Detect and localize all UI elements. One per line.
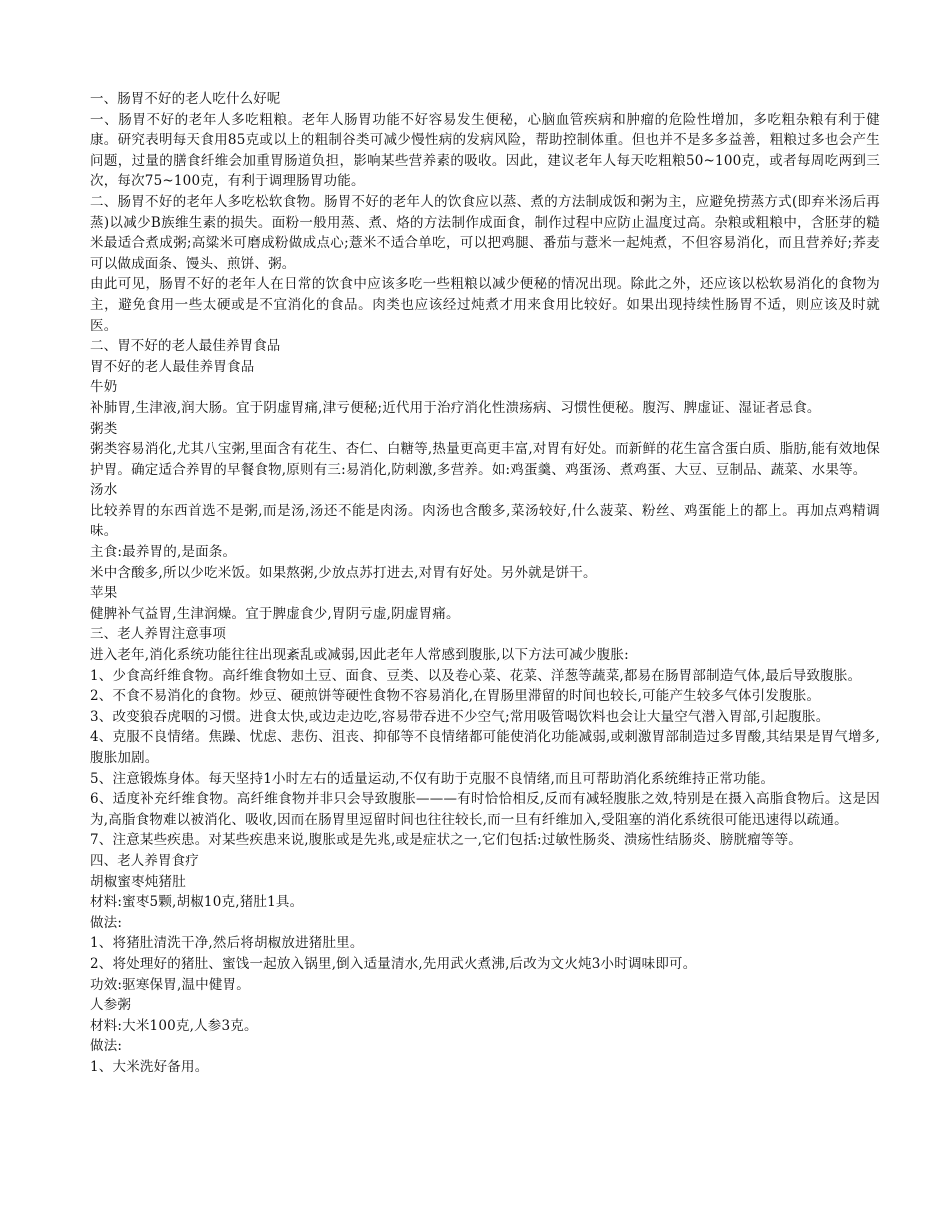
section-heading: 三、老人养胃注意事项 [90,626,226,643]
recipe-step: 2、将处理好的猪肚、蜜饯一起放入锅里,倒入适量清水,先用武火煮沸,后改为文火炖3小时调味即可。 [90,955,697,972]
recipe-ingredients: 材料:大米100克,人参3克。 [90,1017,258,1034]
recipe-method-label: 做法: [90,914,123,931]
recipe-title: 胡椒蜜枣炖猪肚 [90,873,186,890]
list-item: 2、不食不易消化的食物。炒豆、硬煎饼等硬性食物不容易消化,在胃肠里滞留的时间也较长,可能产生较多气体引发腹胀。 [90,688,821,705]
food-name: 汤水 [90,482,118,499]
list-item: 1、少食高纤维食物。高纤维食物如土豆、面食、豆类、以及卷心菜、花菜、洋葱等蔬菜,都易在肠胃部制造气体,最后导致腹胀。 [90,667,862,684]
paragraph: 二、肠胃不好的老年人多吃松软食物。肠胃不好的老年人的饮食应以蒸、煮的方法制成饭和粥为主，应避免捞蒸方式(即弃米汤后再蒸)以减少B族维生素的损失。面粉一般用蒸、煮、烙的方法制作成面食，制作过程中应防止温度过高。杂粮或粗粮中，含胚芽的糙米最适合煮成粥;高粱米可磨成粉做成点心;薏米不适合单吃，可以把鸡腿、番茄与薏米一起炖煮，不但容易消化，而且营养好;荞麦可以做成面条、馒头、煎饼、粥。 [90,193,880,272]
paragraph: 主食:最养胃的,是面条。 [90,544,237,561]
food-name: 牛奶 [90,379,118,396]
paragraph: 比较养胃的东西首选不是粥,而是汤,汤还不能是肉汤。肉汤也含酸多,菜汤较好,什么菠菜、粉丝、鸡蛋能上的都上。再加点鸡精调味。 [90,502,880,540]
section-heading: 二、胃不好的老人最佳养胃食品 [90,338,281,355]
paragraph: 由此可见，肠胃不好的老年人在日常的饮食中应该多吃一些粗粮以减少便秘的情况出现。除此之外，还应该以松软易消化的食物为主，避免食用一些太硬或是不宜消化的食品。肉类也应该经过炖煮才用来食用比较好。如果出现持续性肠胃不适，则应该及时就医。 [90,276,880,334]
list-item: 6、适度补充纤维食物。高纤维食物并非只会导致腹胀———有时恰恰相反,反而有减轻腹胀之效,特别是在摄入高脂食物后。这是因为,高脂食物难以被消化、吸收,因而在肠胃里逗留时间也往往较长,而一旦有纤维加入,受阻塞的消化系统很可能迅速得以疏通。 [90,791,880,828]
recipe-step: 1、将猪肚清洗干净,然后将胡椒放进猪肚里。 [90,935,364,952]
food-name: 苹果 [90,585,118,602]
recipe-step: 1、大米洗好备用。 [90,1058,209,1075]
paragraph: 进入老年,消化系统功能往往出现紊乱或减弱,因此老年人常感到腹胀,以下方法可减少腹胀: [90,647,629,664]
subheading: 胃不好的老人最佳养胃食品 [90,358,255,375]
paragraph: 米中含酸多,所以少吃米饭。如果熬粥,少放点苏打进去,对胃有好处。另外就是饼干。 [90,564,597,581]
recipe-effect: 功效:驱寒保胃,温中健胃。 [90,976,250,993]
list-item: 4、克服不良情绪。焦躁、忧虑、悲伤、沮丧、抑郁等不良情绪都可能使消化功能减弱,或刺激胃部制造过多胃酸,其结果是胃气增多,腹胀加剧。 [90,729,880,766]
paragraph: 粥类容易消化,尤其八宝粥,里面含有花生、杏仁、白糖等,热量更高更丰富,对胃有好处。而新鲜的花生富含蛋白质、脂肪,能有效地保护胃。确定适合养胃的早餐食物,原则有三:易消化,防刺激,多营养。如:鸡蛋羹、鸡蛋汤、煮鸡蛋、大豆、豆制品、蔬菜、水果等。 [90,441,880,478]
paragraph: 补肺胃,生津液,润大肠。宜于阴虚胃痛,津亏便秘;近代用于治疗消化性溃疡病、习惯性便秘。腹泻、脾虚证、湿证者忌食。 [90,399,821,416]
section-heading: 一、肠胃不好的老人吃什么好呢 [90,91,281,107]
recipe-title: 人参粥 [90,997,132,1014]
recipe-ingredients: 材料:蜜枣5颗,胡椒10克,猪肚1具。 [90,894,304,911]
list-item: 5、注意锻炼身体。每天坚持1小时左右的适量运动,不仅有助于克服不良情绪,而且可帮助消化系统维持正常功能。 [90,770,775,787]
list-item: 3、改变狼吞虎咽的习惯。进食太快,或边走边吃,容易带吞进不少空气;常用吸管喝饮料也会让大量空气潜入胃部,引起腹胀。 [90,708,830,725]
recipe-method-label: 做法: [90,1038,123,1055]
paragraph: 一、肠胃不好的老年人多吃粗粮。老年人肠胃功能不好容易发生便秘，心脑血管疾病和肿瘤的危险性增加，多吃粗杂粮有利于健康。研究表明每天食用85克或以上的粗制谷类可减少慢性病的发病风险，帮助控制体重。但也并不是多多益善，粗粮过多也会产生问题，过量的膳食纤维会加重胃肠道负担，影响某些营养素的吸收。因此，建议老年人每天吃粗粮50~100克，或者每周吃两到三次，每次75~100克，有利于调理肠胃功能。 [90,111,880,190]
list-item: 7、注意某些疾患。对某些疾患来说,腹胀或是先兆,或是症状之一,它们包括:过敏性肠炎、溃疡性结肠炎、膀胱瘤等等。 [90,832,803,849]
section-heading: 四、老人养胃食疗 [90,852,199,869]
document-body [90,89,880,1078]
paragraph: 健脾补气益胃,生津润燥。宜于脾虚食少,胃阴亏虚,阴虚胃痛。 [90,605,460,622]
food-name: 粥类 [90,420,118,437]
